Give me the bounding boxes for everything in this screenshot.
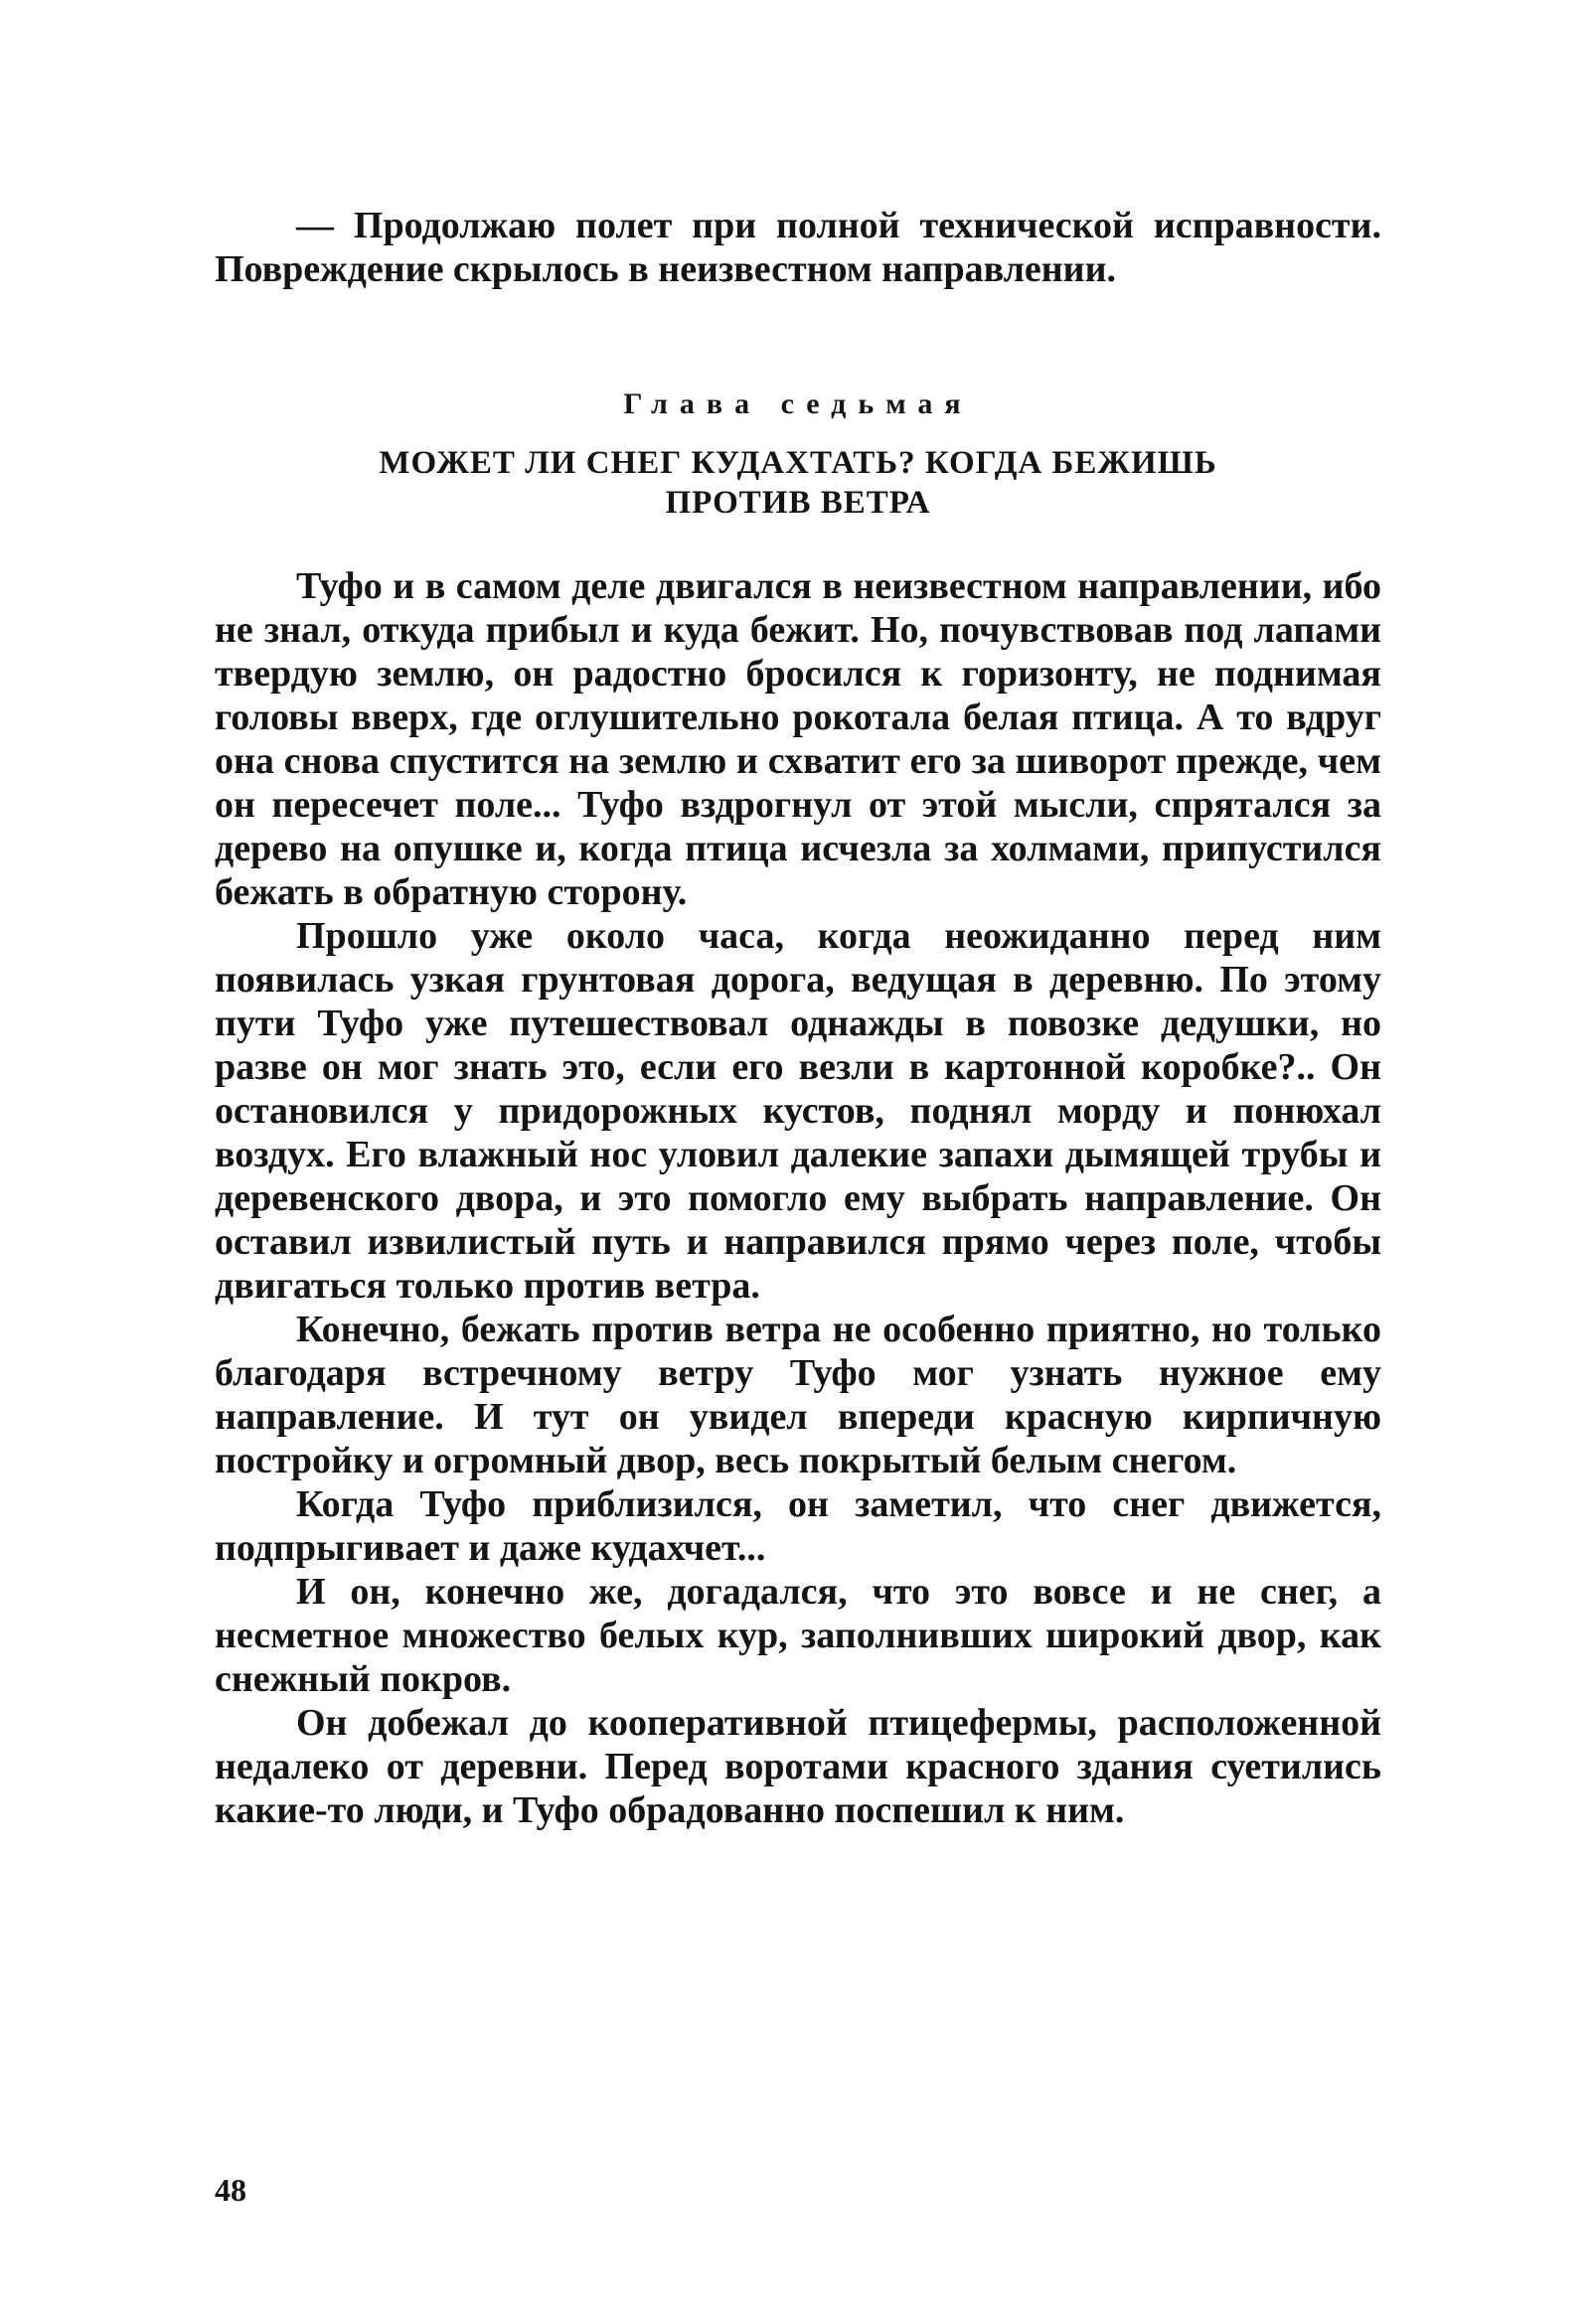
intro-text <box>215 204 1381 291</box>
chapter-title-line-1: МОЖЕТ ЛИ СНЕГ КУДАХТАТЬ? КОГДА БЕЖИШЬ <box>379 445 1217 481</box>
intro-paragraph: — Продолжаю полет при полной технической исправности. Повреждение скрылось в неизвестном направлении. <box>215 205 1381 290</box>
chapter-label: Глава седьмая <box>623 387 973 420</box>
paragraph-5: И он, конечно же, догадался, что это вовсе и не снег, а несметное множество белых кур, заполнивших широкий двор, как снежный покров. <box>215 1571 1381 1700</box>
chapter-title <box>215 443 1381 523</box>
chapter-title-line-2: ПРОТИВ ВЕТРА <box>665 485 931 521</box>
page-number: 48 <box>215 2172 246 2208</box>
paragraph-1: Туфо и в самом деле двигался в неизвестном направлении, ибо не знал, откуда прибыл и куда бежит. Но, почувствовав под лапами твердую землю, он радостно бросился к горизонту, не поднимая головы вверх, где оглушительно рокотала белая птица. А то вдруг она снова спустится на землю и схватит его за шиворот прежде, чем он пересечет поле... Туфо вздрогнул от этой мысли, спрятался за дерево на опушке и, когда птица исчезла за холмами, припустился бежать в обратную сторону. <box>215 565 1381 913</box>
paragraph-3: Конечно, бежать против ветра не особенно приятно, но только благодаря встречному ветру Туфо мог узнать нужное ему направление. И тут он увидел впереди красную кирпичную постройку и огромный двор, весь покрытый белым снегом. <box>215 1309 1381 1481</box>
paragraph-4: Когда Туфо приблизился, он заметил, что снег движется, подпрыгивает и даже кудахчет... <box>215 1483 1381 1569</box>
paragraph-2: Прошло уже около часа, когда неожиданно перед ним появилась узкая грунтовая дорога, ведущая в деревню. По этому пути Туфо уже путешествовал однажды в повозке дедушки, но разве он мог знать это, если его везли в картонной коробке?.. Он остановился у придорожных кустов, поднял морду и понюхал воздух. Его влажный нос уловил далекие запахи дымящей трубы и деревенского двора, и это помогло ему выбрать направление. Он оставил извилистый путь и направился прямо через поле, чтобы двигаться только против ветра. <box>215 915 1381 1307</box>
paragraph-6: Он добежал до кооперативной птицефермы, расположенной недалеко от деревни. Перед воротами красного здания суетились какие-то люди, и Туфо обрадованно поспешил к ним. <box>215 1702 1381 1831</box>
chapter-body <box>215 564 1381 1832</box>
